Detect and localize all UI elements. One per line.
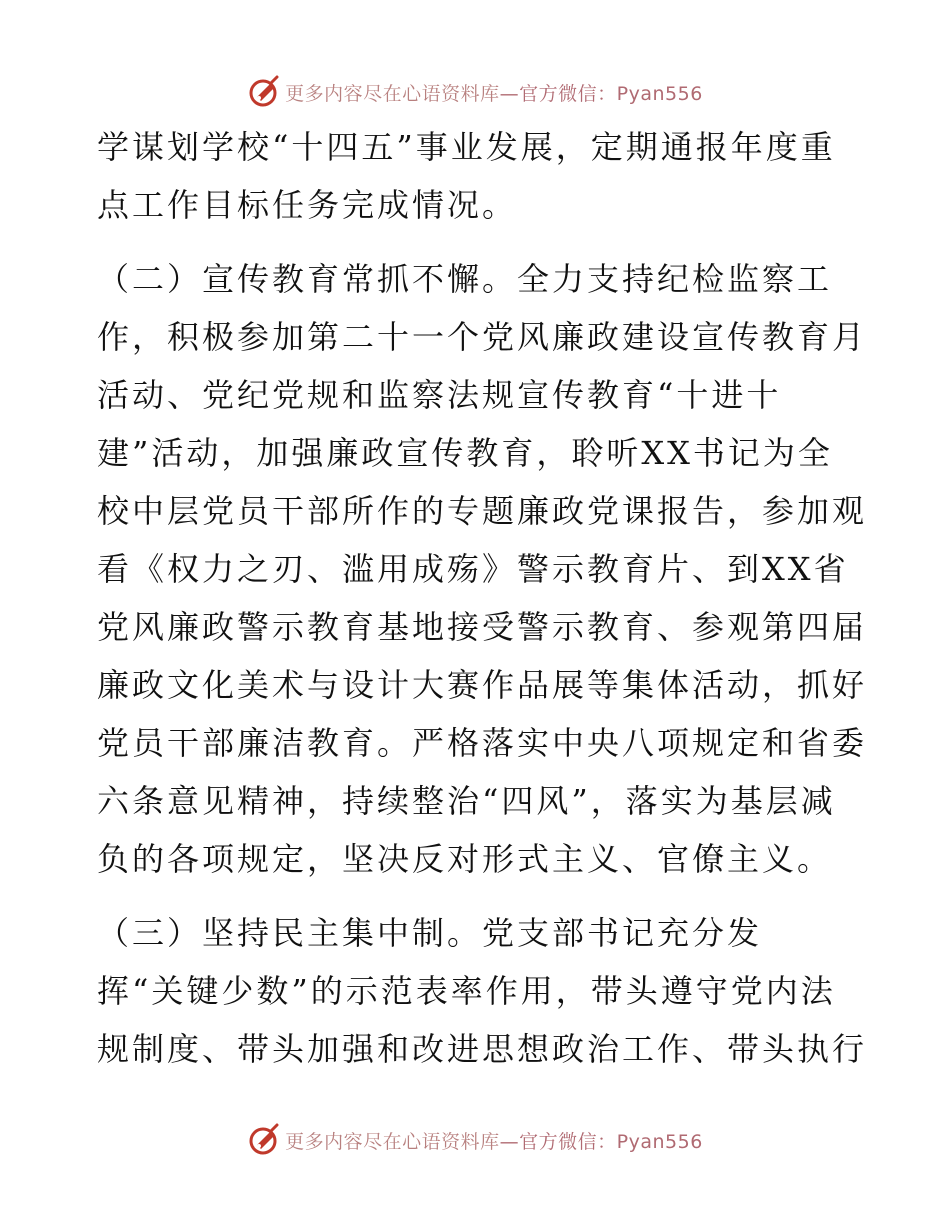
text-line: 廉政文化美术与设计大赛作品展等集体活动，抓好 <box>97 666 868 704</box>
text-line: 负的各项规定，坚决反对形式主义、官僚主义。 <box>97 840 833 878</box>
text-line: 学谋划学校“十四五”事业发展，定期通报年度重 <box>97 128 836 166</box>
text-line: 看《权力之刃、滥用成殇》警示教育片、到XX省 <box>97 550 849 588</box>
text-line: 建”活动，加强廉政宣传教育，聆听XX书记为全 <box>97 434 833 472</box>
text-line: 活动、党纪党规和监察法规宣传教育“十进十 <box>97 376 782 414</box>
watermark-text <box>285 1127 703 1154</box>
text-line: 六条意见精神，持续整治“四风”，落实为基层减 <box>97 782 836 820</box>
text-line: 党风廉政警示教育基地接受警示教育、参观第四届 <box>97 608 868 646</box>
footer-watermark <box>0 1120 950 1160</box>
text-line: 校中层党员干部所作的专题廉政党课报告，参加观 <box>97 492 868 530</box>
watermark-tail: —官方微信：Pyan556 <box>499 82 703 105</box>
text-line: 挥“关键少数”的示范表率作用，带头遵守党内法 <box>97 972 836 1010</box>
watermark-tail: —官方微信：Pyan556 <box>499 1130 703 1153</box>
text-line: （三）坚持民主集中制。党支部书记充分发 <box>97 914 763 952</box>
text-line: 规制度、带头加强和改进思想政治工作、带头执行 <box>97 1030 868 1068</box>
text-line: 点工作目标任务完成情况。 <box>97 186 518 224</box>
text-line: 作，积极参加第二十一个党风廉政建设宣传教育月 <box>97 318 868 356</box>
watermark-lead: 更多内容尽在心语资料库 <box>285 1130 500 1153</box>
text-line: （二）宣传教育常抓不懈。全力支持纪检监察工 <box>97 260 833 298</box>
text-line: 党员干部廉洁教育。严格落实中央八项规定和省委 <box>97 724 868 762</box>
pen-logo-icon <box>247 1123 281 1157</box>
watermark-lead: 更多内容尽在心语资料库 <box>285 82 500 105</box>
